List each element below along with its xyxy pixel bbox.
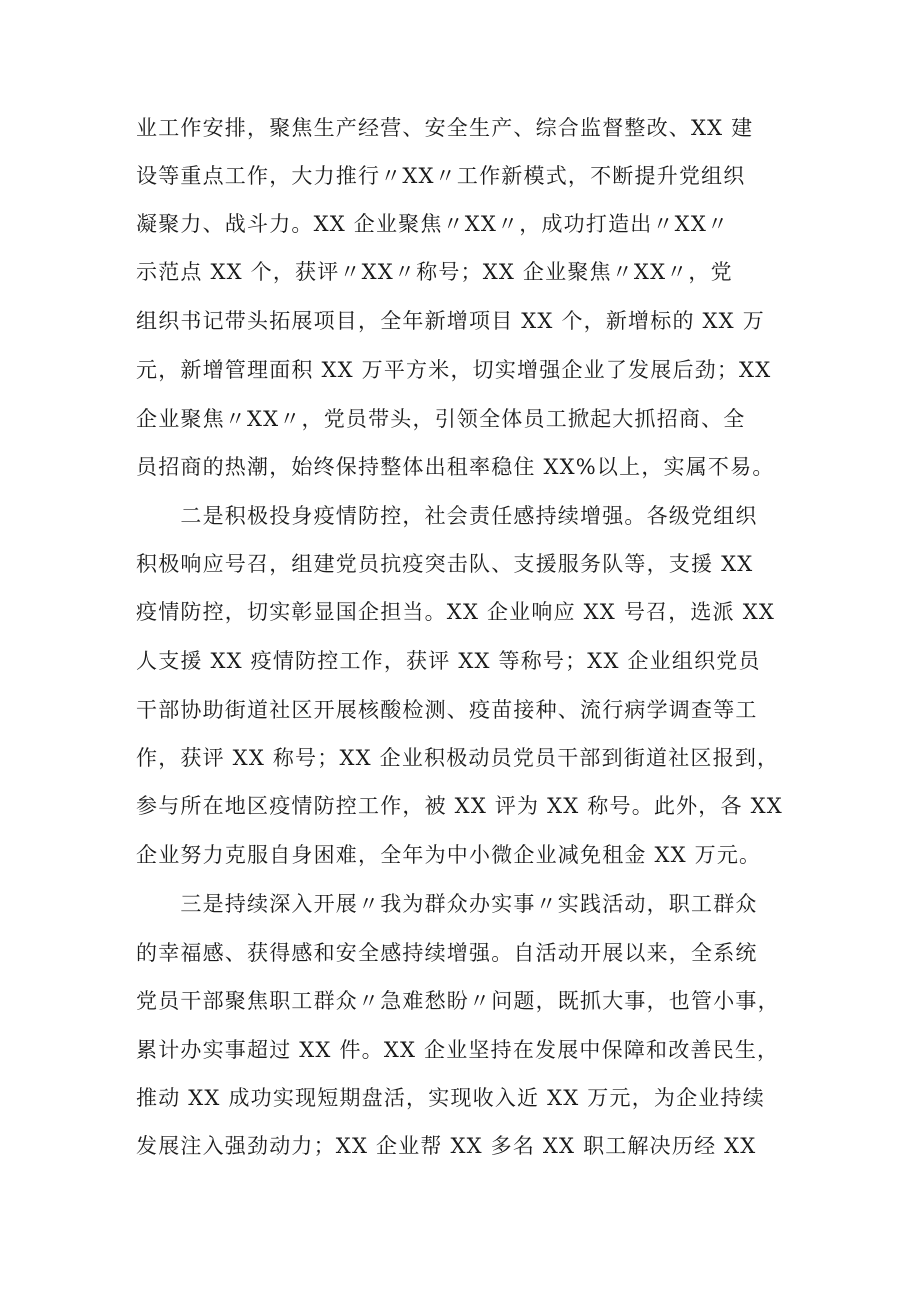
text-line: 积极响应号召，组建党员抗疫突击队、支援服务队等，支援 XX [136, 552, 754, 576]
text-line: 干部协助街道社区开展核酸检测、疫苗接种、流行病学调查等工 [136, 698, 758, 722]
text-line: 企业聚焦〃XX〃，党员带头，引领全体员工掀起大抓招商、全 [136, 407, 746, 431]
text-line: 党员干部聚焦职工群众〃急难愁盼〃问题，既抓大事，也管小事， [136, 989, 780, 1013]
text-line: 人支援 XX 疫情防控工作，获评 XX 等称号；XX 企业组织党员 [136, 649, 761, 673]
text-line: 业工作安排，聚焦生产经营、安全生产、综合监督整改、XX 建 [136, 116, 754, 140]
text-line: 二是积极投身疫情防控，社会责任感持续增强。各级党组织 [136, 504, 758, 528]
text-line: 的幸福感、获得感和安全感持续增强。自活动开展以来，全系统 [136, 941, 758, 965]
text-line: 设等重点工作，大力推行〃XX〃工作新模式，不断提升党组织 [136, 164, 746, 188]
text-line: 三是持续深入开展〃我为群众办实事〃实践活动，职工群众 [136, 892, 758, 916]
text-line: 推动 XX 成功实现短期盘活，实现收入近 XX 万元，为企业持续 [136, 1086, 765, 1110]
text-line: 作，获评 XX 称号；XX 企业积极动员党员干部到街道社区报到， [136, 746, 780, 770]
text-line: 企业努力克服自身困难，全年为中小微企业减免租金 XX 万元。 [136, 843, 762, 867]
text-line: 组织书记带头拓展项目，全年新增项目 XX 个，新增标的 XX 万 [136, 309, 765, 333]
text-line: 元，新增管理面积 XX 万平方米，切实增强企业了发展后劲；XX [136, 358, 772, 382]
text-line: 凝聚力、战斗力。XX 企业聚焦〃XX〃，成功打造出〃XX〃 [136, 212, 730, 236]
text-line: 疫情防控，切实彰显国企担当。XX 企业响应 XX 号召，选派 XX [136, 600, 776, 624]
text-line: 累计办实事超过 XX 件。XX 企业坚持在发展中保障和改善民生， [136, 1038, 780, 1062]
text-line: 示范点 XX 个，获评〃XX〃称号；XX 企业聚焦〃XX〃，党 [136, 260, 733, 284]
text-line: 员招商的热潮，始终保持整体出租率稳住 XX%以上，实属不易。 [136, 455, 775, 479]
text-line: 参与所在地区疫情防控工作，被 XX 评为 XX 称号。此外，各 XX [136, 794, 783, 818]
text-line: 发展注入强劲动力；XX 企业帮 XX 多名 XX 职工解决历经 XX [136, 1134, 757, 1158]
